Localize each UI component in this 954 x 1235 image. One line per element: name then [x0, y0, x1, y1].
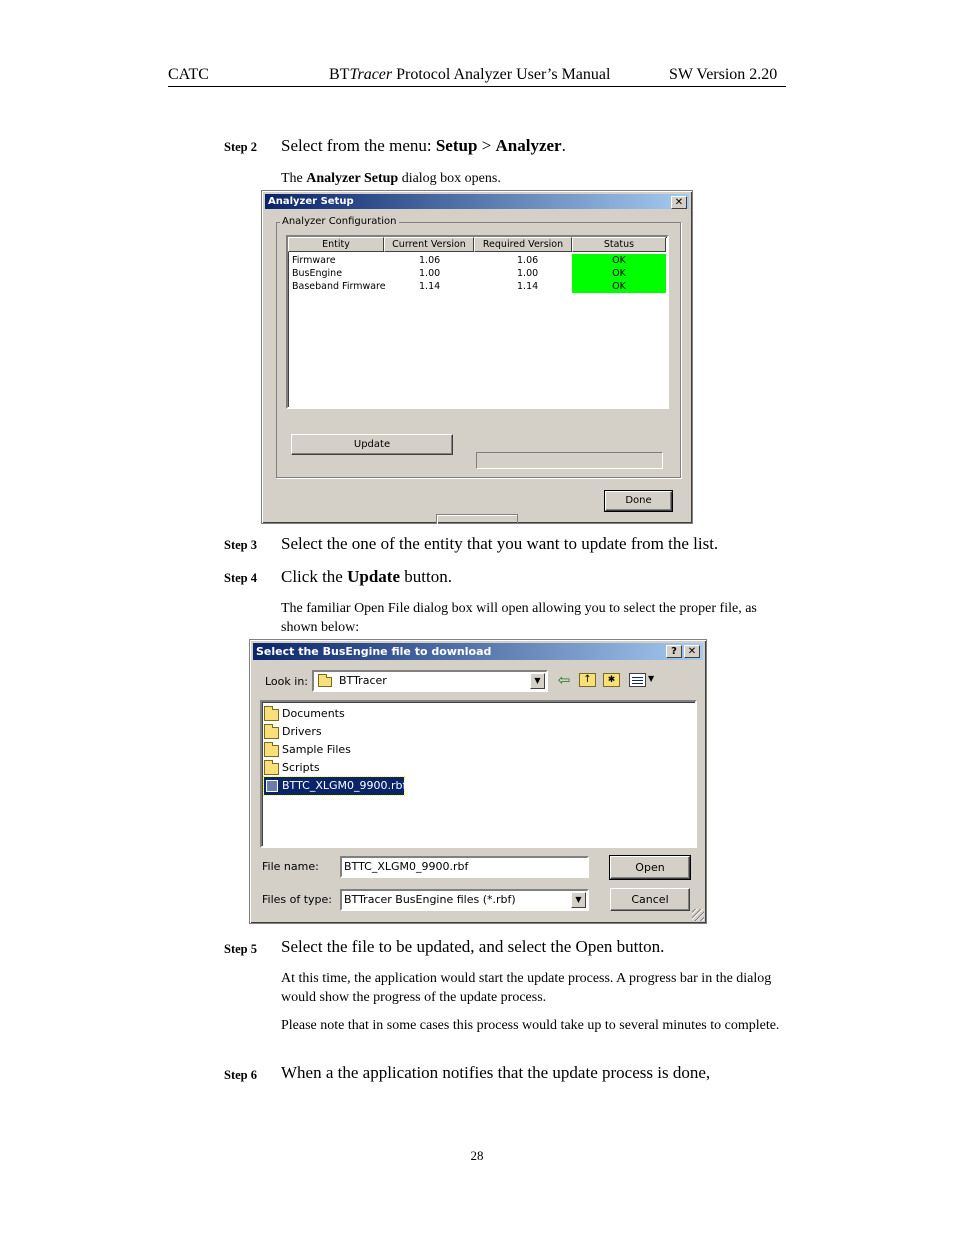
row-entity: BusEngine — [292, 268, 343, 279]
row-entity: Baseband Firmware — [292, 281, 386, 292]
list-item[interactable] — [264, 742, 564, 758]
back-arrow-icon[interactable]: ⇦ — [557, 671, 571, 689]
row-required: 1.00 — [517, 268, 539, 279]
row-status: OK — [572, 280, 666, 293]
new-folder-icon[interactable]: ✱ — [603, 673, 620, 687]
row-current: 1.14 — [419, 281, 441, 292]
file-name-value: BTTC_XLGM0_9900.rbf — [344, 860, 469, 873]
file-name-label: File name: — [262, 860, 319, 873]
step-3-label: Step 3 — [224, 538, 257, 552]
look-in-value: BTTracer — [339, 674, 387, 687]
list-item-label: Drivers — [282, 725, 322, 738]
para-setup-prefix: The — [281, 171, 307, 186]
row-current: 1.06 — [419, 255, 441, 266]
help-button[interactable]: ? — [666, 645, 682, 658]
para-openfile: The familiar Open File dialog box will open allowing you to select the proper file, as shown below: — [281, 601, 757, 635]
file-dialog-titlebar[interactable] — [253, 643, 703, 660]
done-button[interactable]: Done — [605, 491, 672, 511]
view-dropdown-icon[interactable]: ▼ — [648, 674, 655, 683]
para-setup-bold: Analyzer Setup — [306, 171, 399, 186]
list-item-label: Sample Files — [282, 743, 351, 756]
file-type-select[interactable] — [340, 889, 589, 911]
header-right: SW Version 2.20 — [669, 66, 778, 83]
page-number: 28 — [470, 1148, 484, 1163]
folder-icon — [264, 727, 279, 739]
view-line-2 — [632, 680, 643, 681]
list-item-label: Scripts — [282, 761, 320, 774]
analyzer-setup-titlebar[interactable] — [265, 194, 689, 209]
header-center — [329, 66, 610, 84]
step-4-prefix: Click the — [281, 567, 348, 586]
step-2-bold-setup: Setup — [435, 136, 478, 155]
row-required: 1.14 — [517, 281, 539, 292]
file-type-label: Files of type: — [262, 893, 333, 906]
row-status: OK — [572, 267, 666, 280]
table-row[interactable] — [288, 267, 666, 280]
table-row[interactable] — [288, 254, 666, 267]
list-item-label: Documents — [282, 707, 345, 720]
header-center-italic: Tracer — [349, 66, 393, 83]
view-menu-icon[interactable] — [629, 673, 646, 687]
row-required: 1.06 — [517, 255, 539, 266]
look-in-label: Look in: — [265, 675, 308, 688]
folder-icon — [264, 745, 279, 757]
analyzer-setup-title: Analyzer Setup — [268, 196, 354, 207]
step-4-suffix: button. — [400, 567, 452, 586]
table-row[interactable] — [288, 280, 666, 293]
view-line-3 — [632, 683, 643, 684]
para-note: Please note that in some cases this process would take up to several minutes to complete. — [281, 1018, 780, 1033]
step-2-text — [281, 136, 566, 156]
look-in-combo[interactable] — [312, 670, 548, 692]
file-open-dialog — [249, 639, 707, 924]
list-item[interactable] — [264, 760, 564, 776]
file-list[interactable] — [260, 700, 697, 848]
list-item[interactable] — [264, 706, 564, 722]
header-left: CATC — [168, 66, 209, 83]
view-line-1 — [632, 677, 643, 678]
step-6-text: When a the application notifies that the update process is done, — [281, 1063, 711, 1082]
row-status: OK — [572, 254, 666, 267]
step-3-text: Select the one of the entity that you want to update from the list. — [281, 534, 719, 553]
col-current-version[interactable]: Current Version — [384, 237, 474, 252]
resize-grip-icon[interactable] — [692, 909, 704, 921]
col-entity[interactable]: Entity — [288, 237, 384, 252]
header-rule — [168, 86, 786, 87]
up-folder-icon[interactable]: ↑ — [579, 673, 596, 687]
col-status[interactable]: Status — [572, 237, 666, 252]
cancel-button[interactable]: Cancel — [610, 888, 690, 911]
file-dialog-title: Select the BusEngine file to download — [256, 645, 492, 658]
chevron-down-icon[interactable]: ▼ — [571, 892, 586, 908]
para-setup — [281, 169, 786, 188]
list-item-selected[interactable] — [264, 777, 407, 795]
header-center-suffix: Protocol Analyzer User’s Manual — [392, 66, 611, 83]
analyzer-close-button[interactable]: ✕ — [671, 196, 687, 209]
step-4-text — [281, 567, 452, 587]
step-4-label: Step 4 — [224, 571, 257, 585]
update-progress-bar — [476, 452, 663, 469]
chevron-down-icon[interactable]: ▼ — [530, 673, 545, 689]
step-2-sep: > — [477, 136, 496, 155]
file-icon — [266, 780, 278, 792]
step-5-text: Select the file to be updated, and select the Open button. — [281, 937, 665, 956]
list-item[interactable] — [264, 724, 564, 740]
step-2-bold-analyzer: Analyzer — [495, 136, 562, 155]
folder-icon — [264, 763, 279, 775]
step-2-prefix: Select from the menu: — [281, 136, 436, 155]
file-dialog-close-button[interactable]: ✕ — [684, 645, 700, 658]
folder-icon — [318, 677, 332, 687]
folder-icon — [264, 709, 279, 721]
header-center-prefix: BT — [329, 66, 350, 83]
row-current: 1.00 — [419, 268, 441, 279]
step-4-bold: Update — [347, 567, 401, 586]
dialog-size-grip — [436, 514, 518, 524]
entity-list[interactable] — [286, 235, 669, 409]
para-setup-suffix: dialog box opens. — [398, 171, 501, 186]
open-button[interactable]: Open — [610, 856, 690, 879]
file-type-value: BTTracer BusEngine files (*.rbf) — [344, 893, 516, 906]
step-2-suffix: . — [561, 136, 566, 155]
analyzer-config-label: Analyzer Configuration — [282, 216, 397, 227]
list-item-label: BTTC_XLGM0_9900.rbf — [282, 779, 407, 792]
row-entity: Firmware — [292, 255, 336, 266]
step-2-label: Step 2 — [224, 140, 257, 154]
col-required-version[interactable]: Required Version — [474, 237, 572, 252]
analyzer-setup-dialog — [261, 190, 693, 524]
para-progress: At this time, the application would start the update process. A progress bar in the dialog would show the progress of the update process. — [281, 971, 772, 1005]
update-button[interactable]: Update — [291, 434, 453, 455]
step-6-label: Step 6 — [224, 1068, 257, 1082]
step-5-label: Step 5 — [224, 942, 257, 956]
file-name-input[interactable] — [340, 856, 589, 878]
